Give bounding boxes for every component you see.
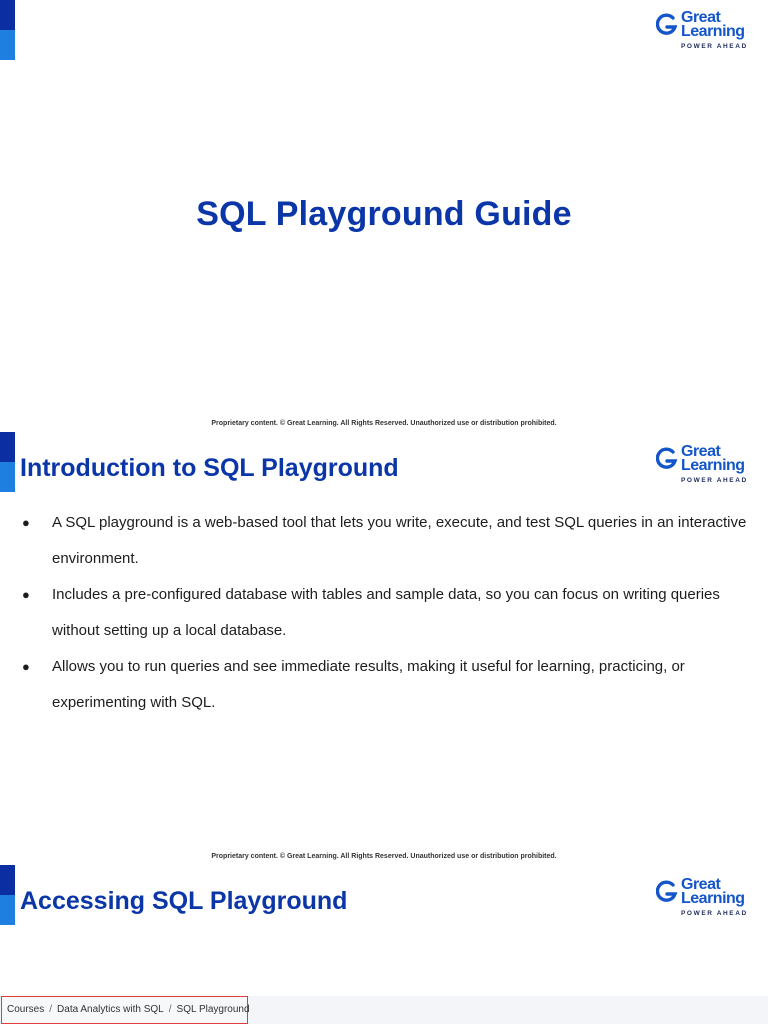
title-slide	[0, 0, 768, 432]
logo-word-2: Learning	[681, 890, 745, 907]
logo-word-2: Learning	[681, 457, 745, 474]
section-heading: Accessing SQL Playground	[20, 887, 348, 915]
breadcrumb-courses[interactable]: Courses	[7, 1004, 45, 1015]
g-logo-icon	[656, 446, 678, 472]
logo-word-1: Great	[681, 9, 721, 26]
bullet-icon: ●	[22, 659, 30, 674]
g-logo-icon	[656, 12, 678, 38]
slide-accent-bar	[0, 865, 15, 925]
logo-word-2: Learning	[681, 23, 745, 40]
great-learning-logo	[656, 877, 748, 919]
list-item: ● A SQL playground is a web-based tool that lets you write, execute, and test SQL queries in an interactive environment.	[22, 505, 752, 577]
breadcrumb-current: SQL Playground	[176, 1004, 250, 1015]
logo-word-1: Great	[681, 876, 721, 893]
g-logo-icon	[656, 879, 678, 905]
section-heading: Introduction to SQL Playground	[20, 454, 399, 482]
copyright-footer: Proprietary content. © Great Learning. All Rights Reserved. Unauthorized use or distribution prohibited.	[211, 420, 557, 427]
slide-accent-bar	[0, 432, 15, 492]
logo-tagline: POWER AHEAD	[681, 43, 748, 50]
great-learning-logo	[656, 444, 748, 486]
bullet-icon: ●	[22, 515, 30, 530]
great-learning-logo	[656, 10, 748, 52]
slide-accent-bar	[0, 0, 15, 60]
bullet-icon: ●	[22, 587, 30, 602]
logo-tagline: POWER AHEAD	[681, 477, 748, 484]
list-item: ● Allows you to run queries and see immediate results, making it useful for learning, practicing, or experimenting with SQL.	[22, 649, 752, 721]
breadcrumb	[1, 996, 248, 1024]
breadcrumb-separator: /	[168, 1004, 172, 1015]
breadcrumb-course[interactable]: Data Analytics with SQL	[57, 1004, 164, 1015]
breadcrumb-separator: /	[49, 1004, 53, 1015]
bullet-list	[22, 505, 752, 721]
copyright-footer: Proprietary content. © Great Learning. All Rights Reserved. Unauthorized use or distribution prohibited.	[211, 853, 557, 860]
page-title: SQL Playground Guide	[196, 195, 572, 233]
logo-word-1: Great	[681, 443, 721, 460]
screenshot-breadcrumb-bar	[0, 996, 768, 1024]
list-item: ● Includes a pre-configured database with tables and sample data, so you can focus on writing queries without setting up a local database.	[22, 577, 752, 649]
logo-tagline: POWER AHEAD	[681, 910, 748, 917]
